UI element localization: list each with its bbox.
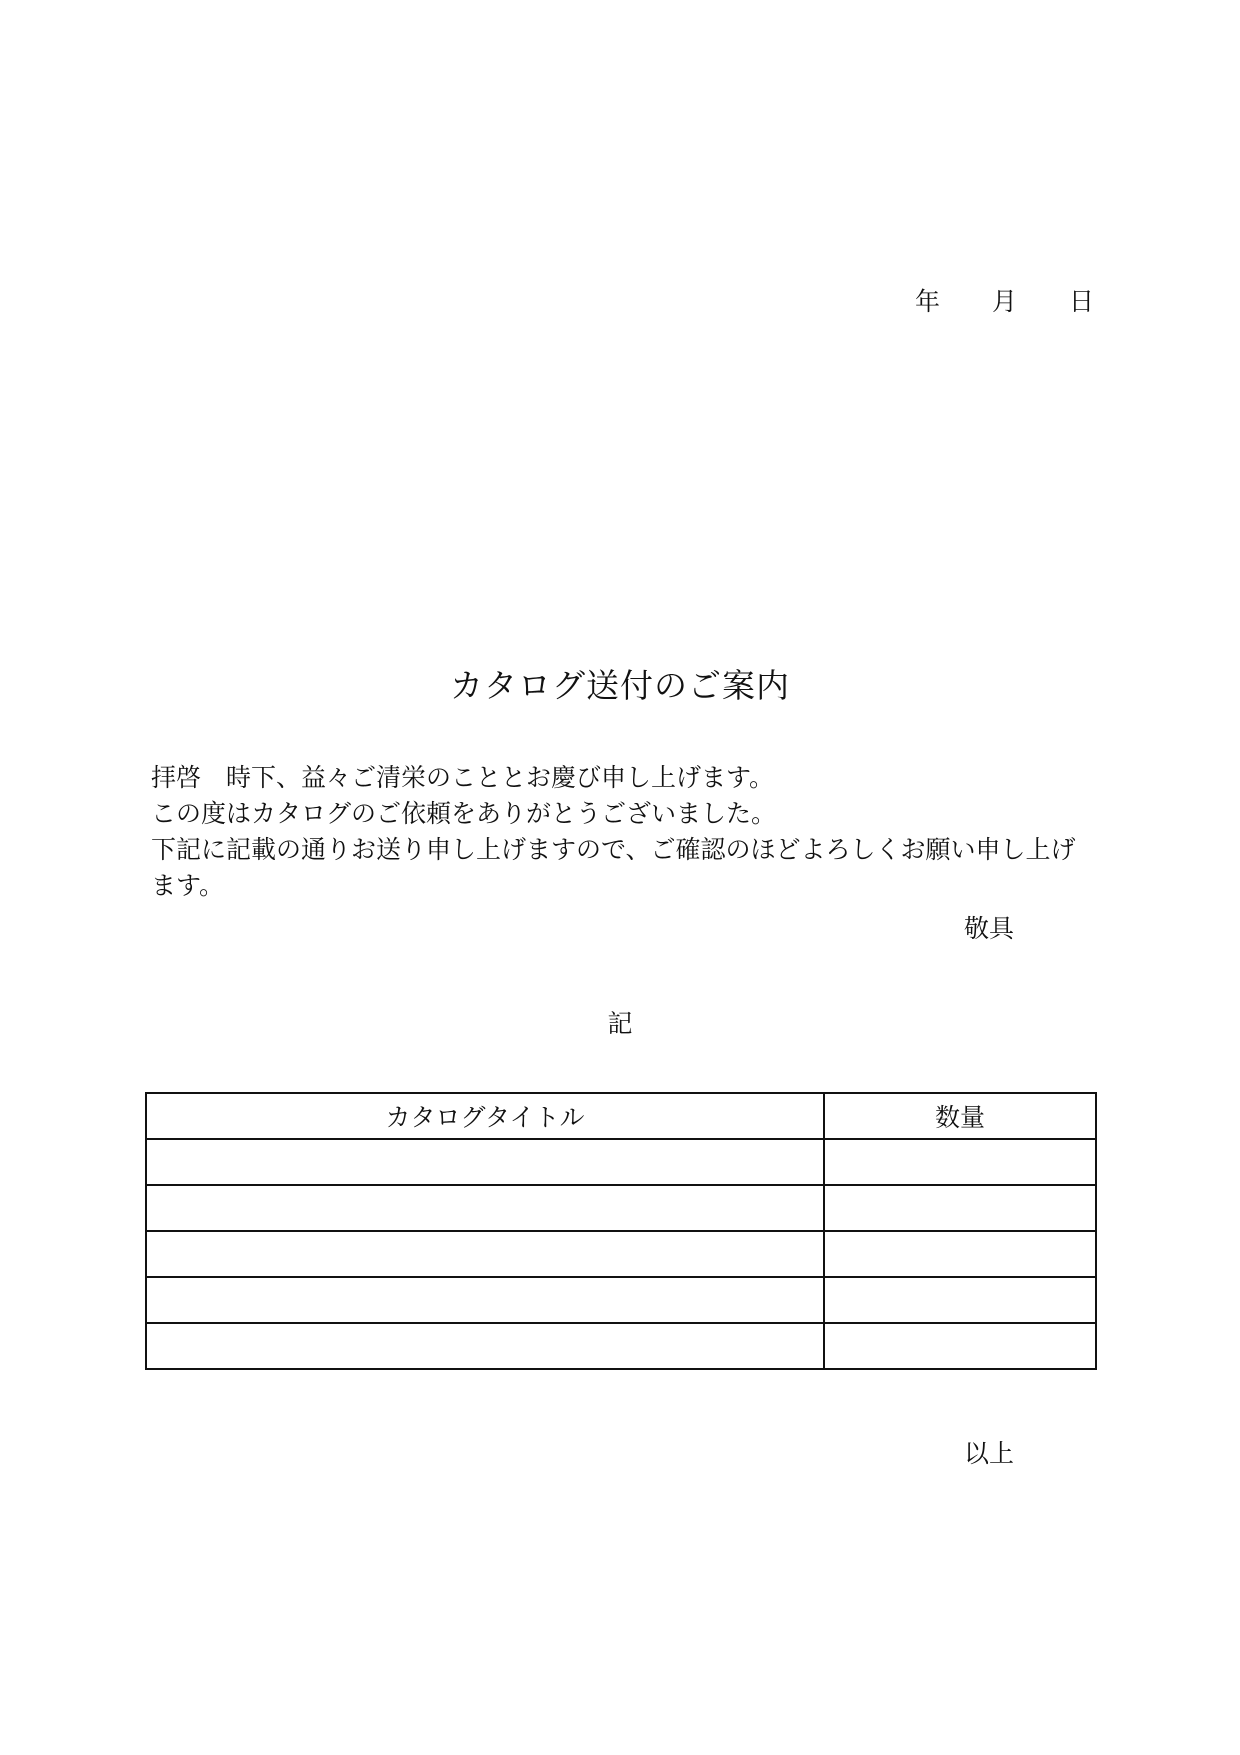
cell-quantity bbox=[824, 1323, 1096, 1369]
header-quantity: 数量 bbox=[824, 1093, 1096, 1139]
table-row bbox=[146, 1231, 1096, 1277]
cell-catalog-title bbox=[146, 1323, 824, 1369]
table-row bbox=[146, 1323, 1096, 1369]
date-day: 日 bbox=[1069, 287, 1095, 316]
closing-keigu: 敬具 bbox=[964, 914, 1015, 943]
cell-quantity bbox=[824, 1185, 1096, 1231]
body-line: この度はカタログのご依頼をありがとうございました。 bbox=[151, 799, 777, 828]
cell-quantity bbox=[824, 1231, 1096, 1277]
header-catalog-title: カタログタイトル bbox=[146, 1093, 824, 1139]
cell-catalog-title bbox=[146, 1185, 824, 1231]
table-row bbox=[146, 1277, 1096, 1323]
document-title: カタログ送付のご案内 bbox=[450, 666, 790, 705]
cell-catalog-title bbox=[146, 1139, 824, 1185]
body-line: 下記に記載の通りお送り申し上げますので、ご確認のほどよろしくお願い申し上げます。 bbox=[151, 835, 1076, 900]
body-line: 拝啓 時下、益々ご清栄のこととお慶び申し上げます。 bbox=[151, 763, 775, 792]
cell-quantity bbox=[824, 1139, 1096, 1185]
table-row bbox=[146, 1139, 1096, 1185]
cell-catalog-title bbox=[146, 1277, 824, 1323]
table-row bbox=[146, 1185, 1096, 1231]
date-month: 月 bbox=[992, 287, 1018, 316]
letter-body bbox=[151, 760, 1091, 904]
date-year: 年 bbox=[915, 287, 941, 316]
cell-quantity bbox=[824, 1277, 1096, 1323]
date-line bbox=[915, 286, 1094, 318]
table-header-row bbox=[146, 1093, 1096, 1139]
catalog-table bbox=[145, 1092, 1097, 1370]
ki-heading: 記 bbox=[607, 1009, 633, 1038]
cell-catalog-title bbox=[146, 1231, 824, 1277]
closing-ijou: 以上 bbox=[964, 1439, 1015, 1468]
